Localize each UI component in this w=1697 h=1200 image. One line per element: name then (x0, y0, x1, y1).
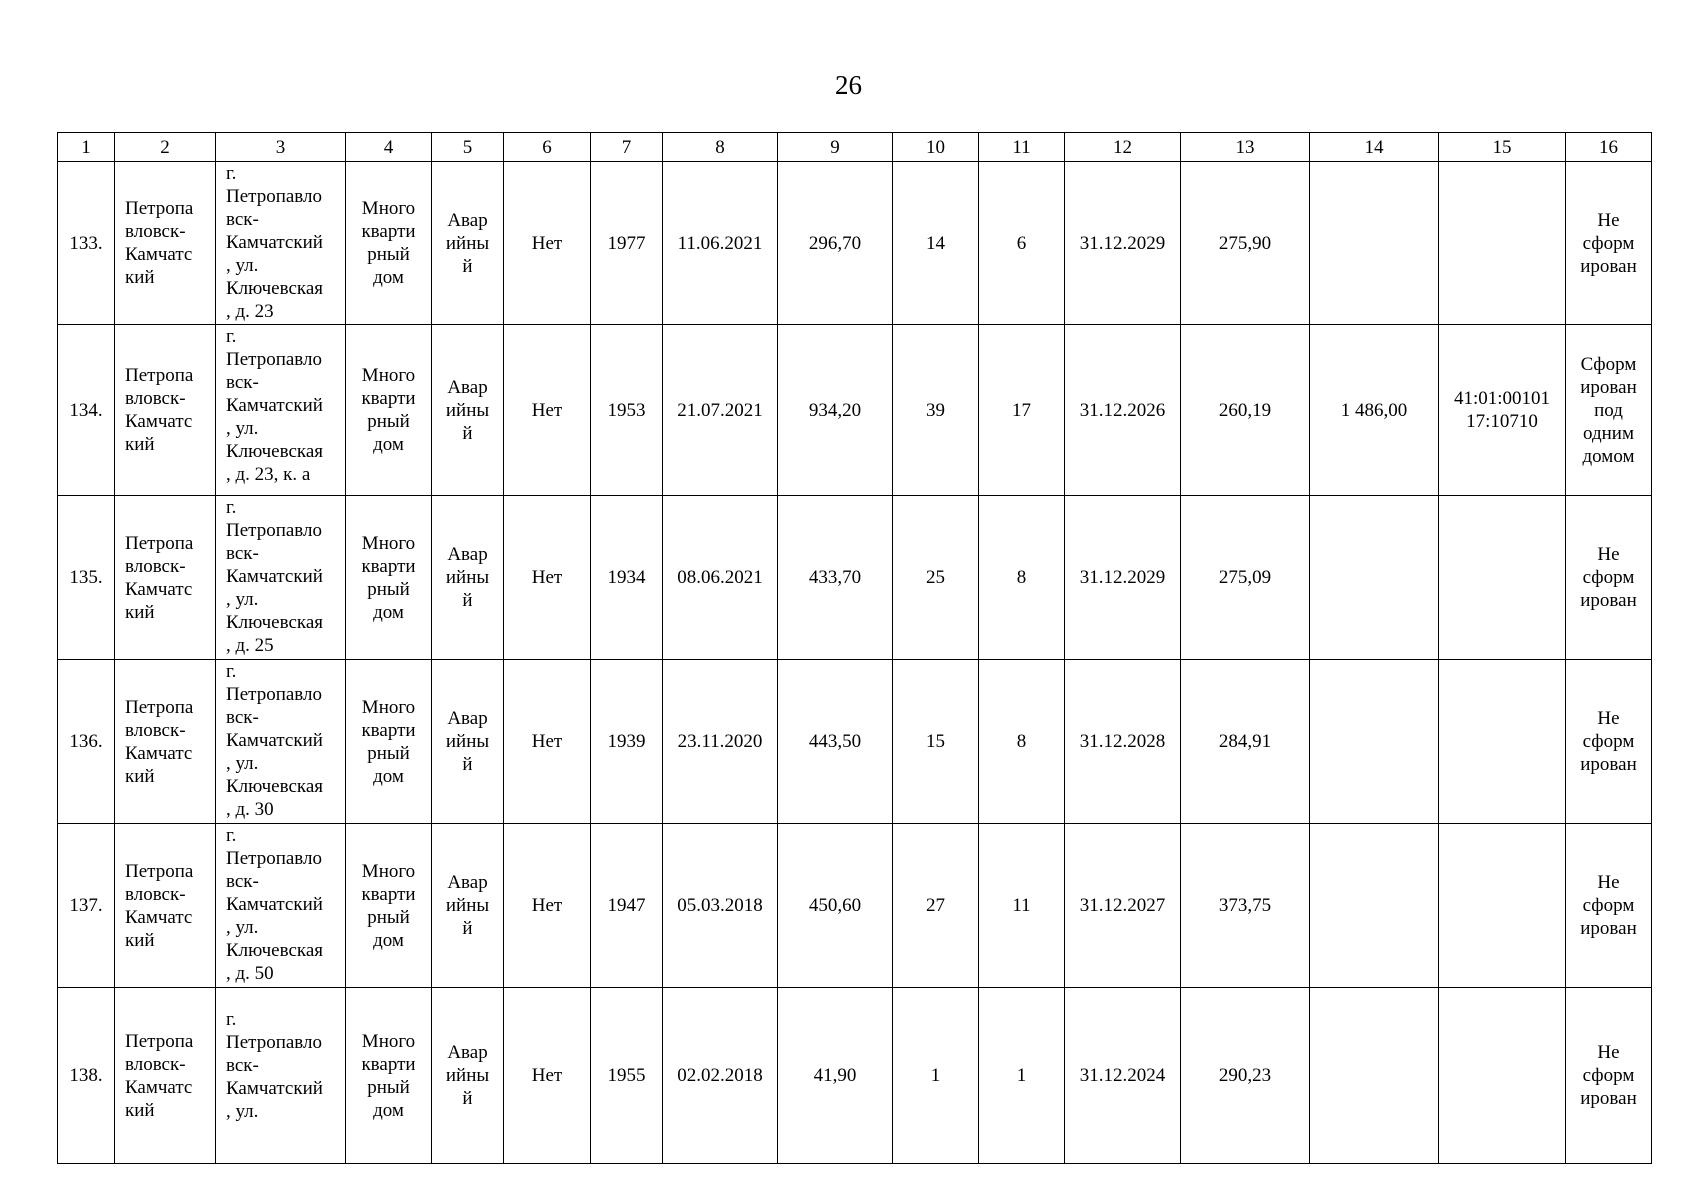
address-cell: г. Петропавло вск- Камчатский , ул. Ключевская , д. 50 (216, 824, 346, 988)
address-cell: г. Петропавло вск- Камчатский , ул. Ключевская , д. 30 (216, 660, 346, 824)
header-cell: 16 (1566, 133, 1652, 162)
col13-cell: 290,23 (1181, 988, 1310, 1164)
col11-cell: 1 (979, 988, 1065, 1164)
date-cell: 11.06.2021 (663, 162, 778, 325)
area-cell: 296,70 (778, 162, 893, 325)
row-number-cell: 134. (58, 325, 115, 496)
table-row (58, 824, 1652, 988)
col14-cell (1310, 162, 1439, 325)
date-cell: 08.06.2021 (663, 496, 778, 660)
table-row (58, 325, 1652, 496)
col13-cell: 373,75 (1181, 824, 1310, 988)
building-type-cell: Много кварти рный дом (346, 824, 432, 988)
year-cell: 1953 (591, 325, 663, 496)
city-cell: Петропа вловск- Камчатс кий (115, 325, 216, 496)
col10-cell: 15 (893, 660, 979, 824)
area-cell: 450,60 (778, 824, 893, 988)
cadastral-number-cell (1439, 496, 1566, 660)
col6-cell: Нет (504, 162, 591, 325)
col14-cell (1310, 824, 1439, 988)
area-cell: 41,90 (778, 988, 893, 1164)
col11-cell: 8 (979, 660, 1065, 824)
year-cell: 1934 (591, 496, 663, 660)
header-cell: 8 (663, 133, 778, 162)
header-cell: 10 (893, 133, 979, 162)
cadastral-number-cell (1439, 824, 1566, 988)
row-number-cell: 133. (58, 162, 115, 325)
cadastral-number-cell (1439, 988, 1566, 1164)
land-plot-status-cell: Не сформ ирован (1566, 988, 1652, 1164)
table-row (58, 988, 1652, 1164)
col14-cell: 1 486,00 (1310, 325, 1439, 496)
area-cell: 433,70 (778, 496, 893, 660)
cadastral-number-cell (1439, 162, 1566, 325)
col13-cell: 275,90 (1181, 162, 1310, 325)
area-cell: 934,20 (778, 325, 893, 496)
land-plot-status-cell: Не сформ ирован (1566, 660, 1652, 824)
year-cell: 1939 (591, 660, 663, 824)
header-cell: 13 (1181, 133, 1310, 162)
col6-cell: Нет (504, 660, 591, 824)
building-type-cell: Много кварти рный дом (346, 325, 432, 496)
date-cell: 05.03.2018 (663, 824, 778, 988)
page-number: 26 (835, 70, 862, 100)
cadastral-number-cell (1439, 660, 1566, 824)
header-cell: 2 (115, 133, 216, 162)
address-cell: г. Петропавло вск- Камчатский , ул. Ключевская , д. 25 (216, 496, 346, 660)
col10-cell: 14 (893, 162, 979, 325)
land-plot-status-cell: Не сформ ирован (1566, 496, 1652, 660)
deadline-cell: 31.12.2029 (1065, 162, 1181, 325)
address-cell: г. Петропавло вск- Камчатский , ул. Ключевская , д. 23, к. а (216, 325, 346, 496)
col13-cell: 284,91 (1181, 660, 1310, 824)
col11-cell: 11 (979, 824, 1065, 988)
header-cell: 5 (432, 133, 504, 162)
header-cell: 1 (58, 133, 115, 162)
deadline-cell: 31.12.2028 (1065, 660, 1181, 824)
col10-cell: 1 (893, 988, 979, 1164)
col6-cell: Нет (504, 988, 591, 1164)
date-cell: 23.11.2020 (663, 660, 778, 824)
status-cell: Авар ийны й (432, 325, 504, 496)
year-cell: 1955 (591, 988, 663, 1164)
building-type-cell: Много кварти рный дом (346, 988, 432, 1164)
city-cell: Петропа вловск- Камчатс кий (115, 162, 216, 325)
city-cell: Петропа вловск- Камчатс кий (115, 824, 216, 988)
table-row (58, 496, 1652, 660)
date-cell: 21.07.2021 (663, 325, 778, 496)
col13-cell: 260,19 (1181, 325, 1310, 496)
deadline-cell: 31.12.2029 (1065, 496, 1181, 660)
land-plot-status-cell: Не сформ ирован (1566, 824, 1652, 988)
deadline-cell: 31.12.2027 (1065, 824, 1181, 988)
row-number-cell: 136. (58, 660, 115, 824)
row-number-cell: 135. (58, 496, 115, 660)
header-cell: 6 (504, 133, 591, 162)
area-cell: 443,50 (778, 660, 893, 824)
col11-cell: 6 (979, 162, 1065, 325)
table-row (58, 162, 1652, 325)
deadline-cell: 31.12.2024 (1065, 988, 1181, 1164)
header-cell: 12 (1065, 133, 1181, 162)
status-cell: Авар ийны й (432, 824, 504, 988)
header-cell: 11 (979, 133, 1065, 162)
header-cell: 4 (346, 133, 432, 162)
col10-cell: 25 (893, 496, 979, 660)
year-cell: 1977 (591, 162, 663, 325)
column-number-header-row (58, 133, 1652, 162)
date-cell: 02.02.2018 (663, 988, 778, 1164)
table-row (58, 660, 1652, 824)
deadline-cell: 31.12.2026 (1065, 325, 1181, 496)
header-cell: 9 (778, 133, 893, 162)
row-number-cell: 138. (58, 988, 115, 1164)
col6-cell: Нет (504, 824, 591, 988)
col11-cell: 17 (979, 325, 1065, 496)
header-cell: 3 (216, 133, 346, 162)
status-cell: Авар ийны й (432, 660, 504, 824)
city-cell: Петропа вловск- Камчатс кий (115, 496, 216, 660)
land-plot-status-cell: Сформ ирован под одним домом (1566, 325, 1652, 496)
city-cell: Петропа вловск- Камчатс кий (115, 988, 216, 1164)
address-cell: г. Петропавло вск- Камчатский , ул. (216, 988, 346, 1164)
col10-cell: 39 (893, 325, 979, 496)
status-cell: Авар ийны й (432, 162, 504, 325)
col10-cell: 27 (893, 824, 979, 988)
col6-cell: Нет (504, 325, 591, 496)
row-number-cell: 137. (58, 824, 115, 988)
status-cell: Авар ийны й (432, 988, 504, 1164)
building-type-cell: Много кварти рный дом (346, 496, 432, 660)
col14-cell (1310, 988, 1439, 1164)
building-type-cell: Много кварти рный дом (346, 162, 432, 325)
building-type-cell: Много кварти рный дом (346, 660, 432, 824)
col14-cell (1310, 496, 1439, 660)
housing-registry-table (57, 132, 1652, 1164)
city-cell: Петропа вловск- Камчатс кий (115, 660, 216, 824)
header-cell: 14 (1310, 133, 1439, 162)
header-cell: 7 (591, 133, 663, 162)
header-cell: 15 (1439, 133, 1566, 162)
cadastral-number-cell: 41:01:00101 17:10710 (1439, 325, 1566, 496)
col14-cell (1310, 660, 1439, 824)
year-cell: 1947 (591, 824, 663, 988)
status-cell: Авар ийны й (432, 496, 504, 660)
land-plot-status-cell: Не сформ ирован (1566, 162, 1652, 325)
col13-cell: 275,09 (1181, 496, 1310, 660)
col6-cell: Нет (504, 496, 591, 660)
col11-cell: 8 (979, 496, 1065, 660)
address-cell: г. Петропавло вск- Камчатский , ул. Ключевская , д. 23 (216, 162, 346, 325)
